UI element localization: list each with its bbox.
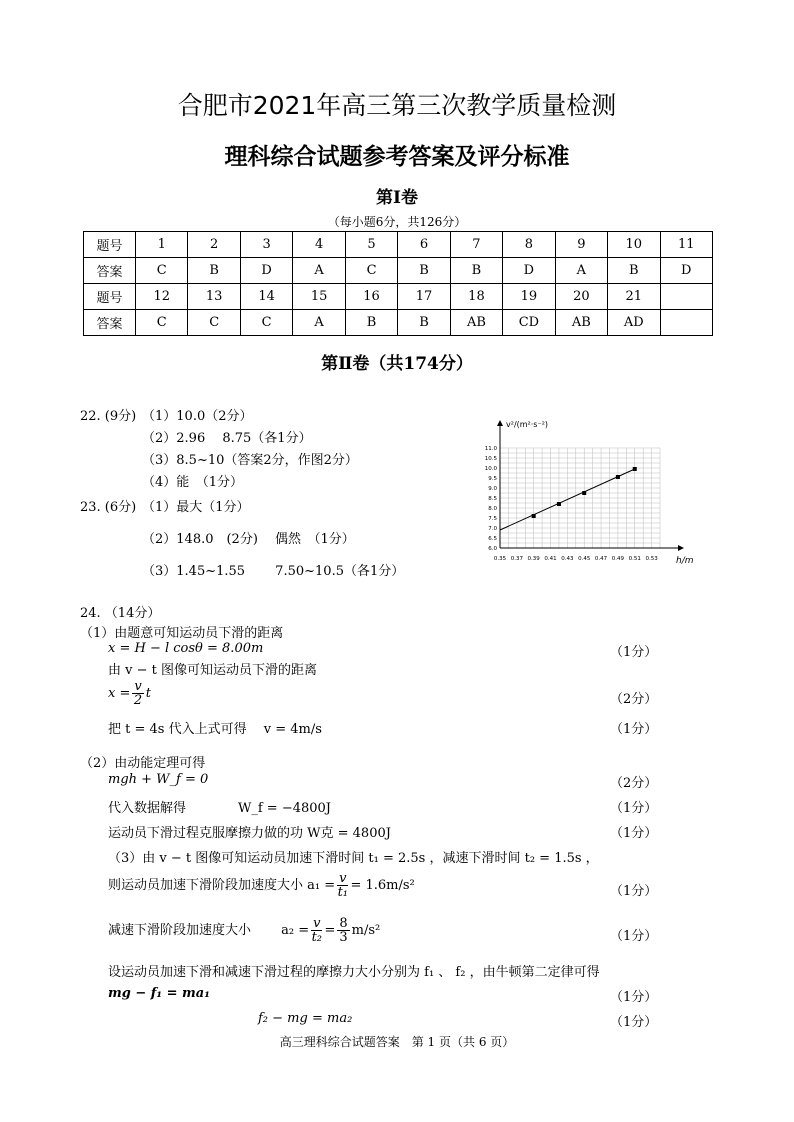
answer-table-header-cell: 答案 [84,310,136,336]
q23-label: 23. (6分) [80,500,137,515]
q22-label: 22. (9分) [80,409,137,424]
answer-table-header-cell: 题号 [84,284,136,310]
document-title: 合肥市2021年高三第三次教学质量检测 [177,91,617,120]
chart-grid [500,448,660,548]
data-point [532,514,536,518]
answer-table-cell: 18 [450,284,502,310]
answer-table-cell: AB [555,310,607,336]
y-axis-arrow [497,420,503,426]
q24-p8: 则运动员加速下滑阶段加速度大小 a₁ = $\frac{v}{\text{t₁}}$ = 1.6m/s² [108,871,415,900]
answer-table-cell: B [608,258,660,284]
answer-table-cell: C [136,258,188,284]
answer-table-cell: A [293,258,345,284]
y-axis-label: v²/(m²·s⁻²) [506,420,549,429]
page-footer: 高三理科综合试题答案 第 1 页（共 6 页） [279,1035,515,1049]
y-tick-label: 11.0 [484,446,497,452]
q24-score1: （1分） [610,645,658,660]
x-tick-label: 0.37 [510,556,523,562]
q24-p2: 由 v − t 图像可知运动员下滑的距离 [108,663,317,678]
x-tick-label: 0.45 [578,556,591,562]
answer-table-cell: B [450,258,502,284]
answer-table-cell: 20 [555,284,607,310]
answer-table-cell [660,284,712,310]
y-tick-label: 6.5 [488,536,497,542]
answer-table-cell: 11 [660,232,712,258]
x-tick-label: 0.53 [645,556,658,562]
q24-score11: （1分） [610,990,658,1005]
y-tick-label: 9.5 [488,476,497,482]
y-tick-label: 8.5 [488,496,497,502]
x-tick-label: 0.49 [611,556,625,562]
answer-table [83,231,713,336]
answer-table-row [84,284,713,310]
answer-table-cell: 21 [608,284,660,310]
q24-eq11: mg − f₁ = ma₁ [108,986,210,1001]
answer-table-cell: C [345,258,397,284]
answer-table-header-cell: 题号 [84,232,136,258]
x-axis-label: h/m [676,556,694,566]
answer-table-cell: AB [450,310,502,336]
answer-table-cell: D [240,258,292,284]
q24-score5: （1分） [610,801,658,816]
answer-table-cell: 2 [188,232,240,258]
data-point [633,467,637,471]
answer-table-cell: 9 [555,232,607,258]
q24-p3: 把 t = 4s 代入上式可得 v = 4m/s [108,722,322,737]
answer-table-cell: B [398,310,450,336]
answer-table-header-cell: 答案 [84,258,136,284]
chart-ticks [485,446,658,562]
answer-table-cell: 16 [345,284,397,310]
part1-note: （每小题6分，共126分） [327,215,467,229]
answer-table-cell: C [188,310,240,336]
q22-line4: （4）能 （1分） [142,475,244,490]
y-tick-label: 10.5 [484,456,497,462]
q24-score3: （1分） [610,722,658,737]
answer-table-cell: CD [503,310,555,336]
q24-score12: （1分） [610,1015,658,1030]
answer-table-cell: B [345,310,397,336]
q24-p7: （3）由 v − t 图像可知运动员加速下滑时间 t₁ = 2.5s ，减速下滑时间 t₂ = 1.5s ， [108,851,599,866]
x-axis-arrow [678,545,684,551]
answer-table-cell: 19 [503,284,555,310]
q24-score2: （2分） [610,692,658,707]
answer-table-cell: B [398,258,450,284]
answer-table-cell: 3 [240,232,292,258]
answer-table-cell: 8 [503,232,555,258]
part1-title: 第Ⅰ卷 [376,188,418,208]
chart-marks [500,467,637,530]
q24-p10: 设运动员加速下滑和减速下滑过程的摩擦力大小分别为 f₁ 、 f₂ ，由牛顿第二定律可得 [108,965,600,980]
q24-p4: （2）由动能定理可得 [80,756,206,771]
x-tick-label: 0.47 [594,556,608,562]
q24-p5: 代入数据解得 W_f = −4800J [108,801,332,816]
q24-p9: 减速下滑阶段加速度大小 a₂ = $\frac{v}{\text{t₂}}$ = $\frac{8}{3}$ m/s² [108,916,381,945]
part2-title: 第Ⅱ卷（共174分） [321,354,473,374]
q24-score8: （1分） [610,884,658,899]
answer-table-cell: AD [608,310,660,336]
v2-h-chart [470,410,700,570]
q24-score4: （2分） [610,776,658,791]
x-tick-label: 0.51 [628,556,641,562]
answer-table-cell: 4 [293,232,345,258]
answer-table-cell: C [136,310,188,336]
y-tick-label: 7.5 [488,516,497,522]
answer-table-cell: 5 [345,232,397,258]
q22-line2: （2）2.96 8.75（各1分） [142,431,312,446]
answer-table-cell: A [293,310,345,336]
answer-table-cell: B [188,258,240,284]
answer-table-cell: 14 [240,284,292,310]
q24-label: 24. （14分） [80,606,161,621]
q24-eq2: x = $\frac{v}{2}$ t [108,679,151,708]
answer-table-cell: 13 [188,284,240,310]
q23-line2: （2）148.0 (2分) 偶然 （1分） [142,532,355,547]
q24-eq1: x = H − l cosθ = 8.00m [108,641,264,656]
q24-score9: （1分） [610,929,658,944]
answer-table-cell: 17 [398,284,450,310]
answer-table-cell: D [660,258,712,284]
answer-table-cell: C [240,310,292,336]
q23-line1: （1）最大（1分） [142,500,250,515]
q22-line1: （1）10.0（2分） [142,409,253,424]
x-tick-label: 0.35 [493,556,507,562]
answer-table-cell: 10 [608,232,660,258]
answer-table-cell: A [555,258,607,284]
y-tick-label: 6.0 [488,546,497,552]
q23-line3: （3）1.45~1.55 7.50~10.5（各1分） [142,564,405,579]
data-point [616,475,620,479]
q24-p1: （1）由题意可知运动员下滑的距离 [80,626,284,641]
data-point [557,502,561,506]
y-tick-label: 8.0 [488,506,497,512]
x-tick-label: 0.41 [544,556,557,562]
y-tick-label: 10.0 [484,466,497,472]
q24-p6: 运动员下滑过程克服摩擦力做的功 W克 = 4800J [108,826,391,841]
answer-table-cell: D [503,258,555,284]
answer-table-cell: 15 [293,284,345,310]
q24-eq12: f₂ − mg = ma₂ [258,1011,353,1026]
answer-table-cell: 6 [398,232,450,258]
answer-table-row [84,232,713,258]
answer-table-cell: 1 [136,232,188,258]
data-point [582,491,586,495]
answer-table-cell [660,310,712,336]
q24-eq4: mgh + W_f = 0 [108,772,209,787]
document-subtitle: 理科综合试题参考答案及评分标准 [224,143,570,170]
x-tick-label: 0.43 [561,556,574,562]
q22-line3: （3）8.5~10（答案2分，作图2分） [142,453,358,468]
y-tick-label: 7.0 [488,526,497,532]
x-tick-label: 0.39 [527,556,540,562]
y-tick-label: 9.0 [488,486,497,492]
answer-table-cell: 7 [450,232,502,258]
answer-table-row [84,310,713,336]
answer-table-row [84,258,713,284]
q24-score6: （1分） [610,826,658,841]
answer-table-cell: 12 [136,284,188,310]
